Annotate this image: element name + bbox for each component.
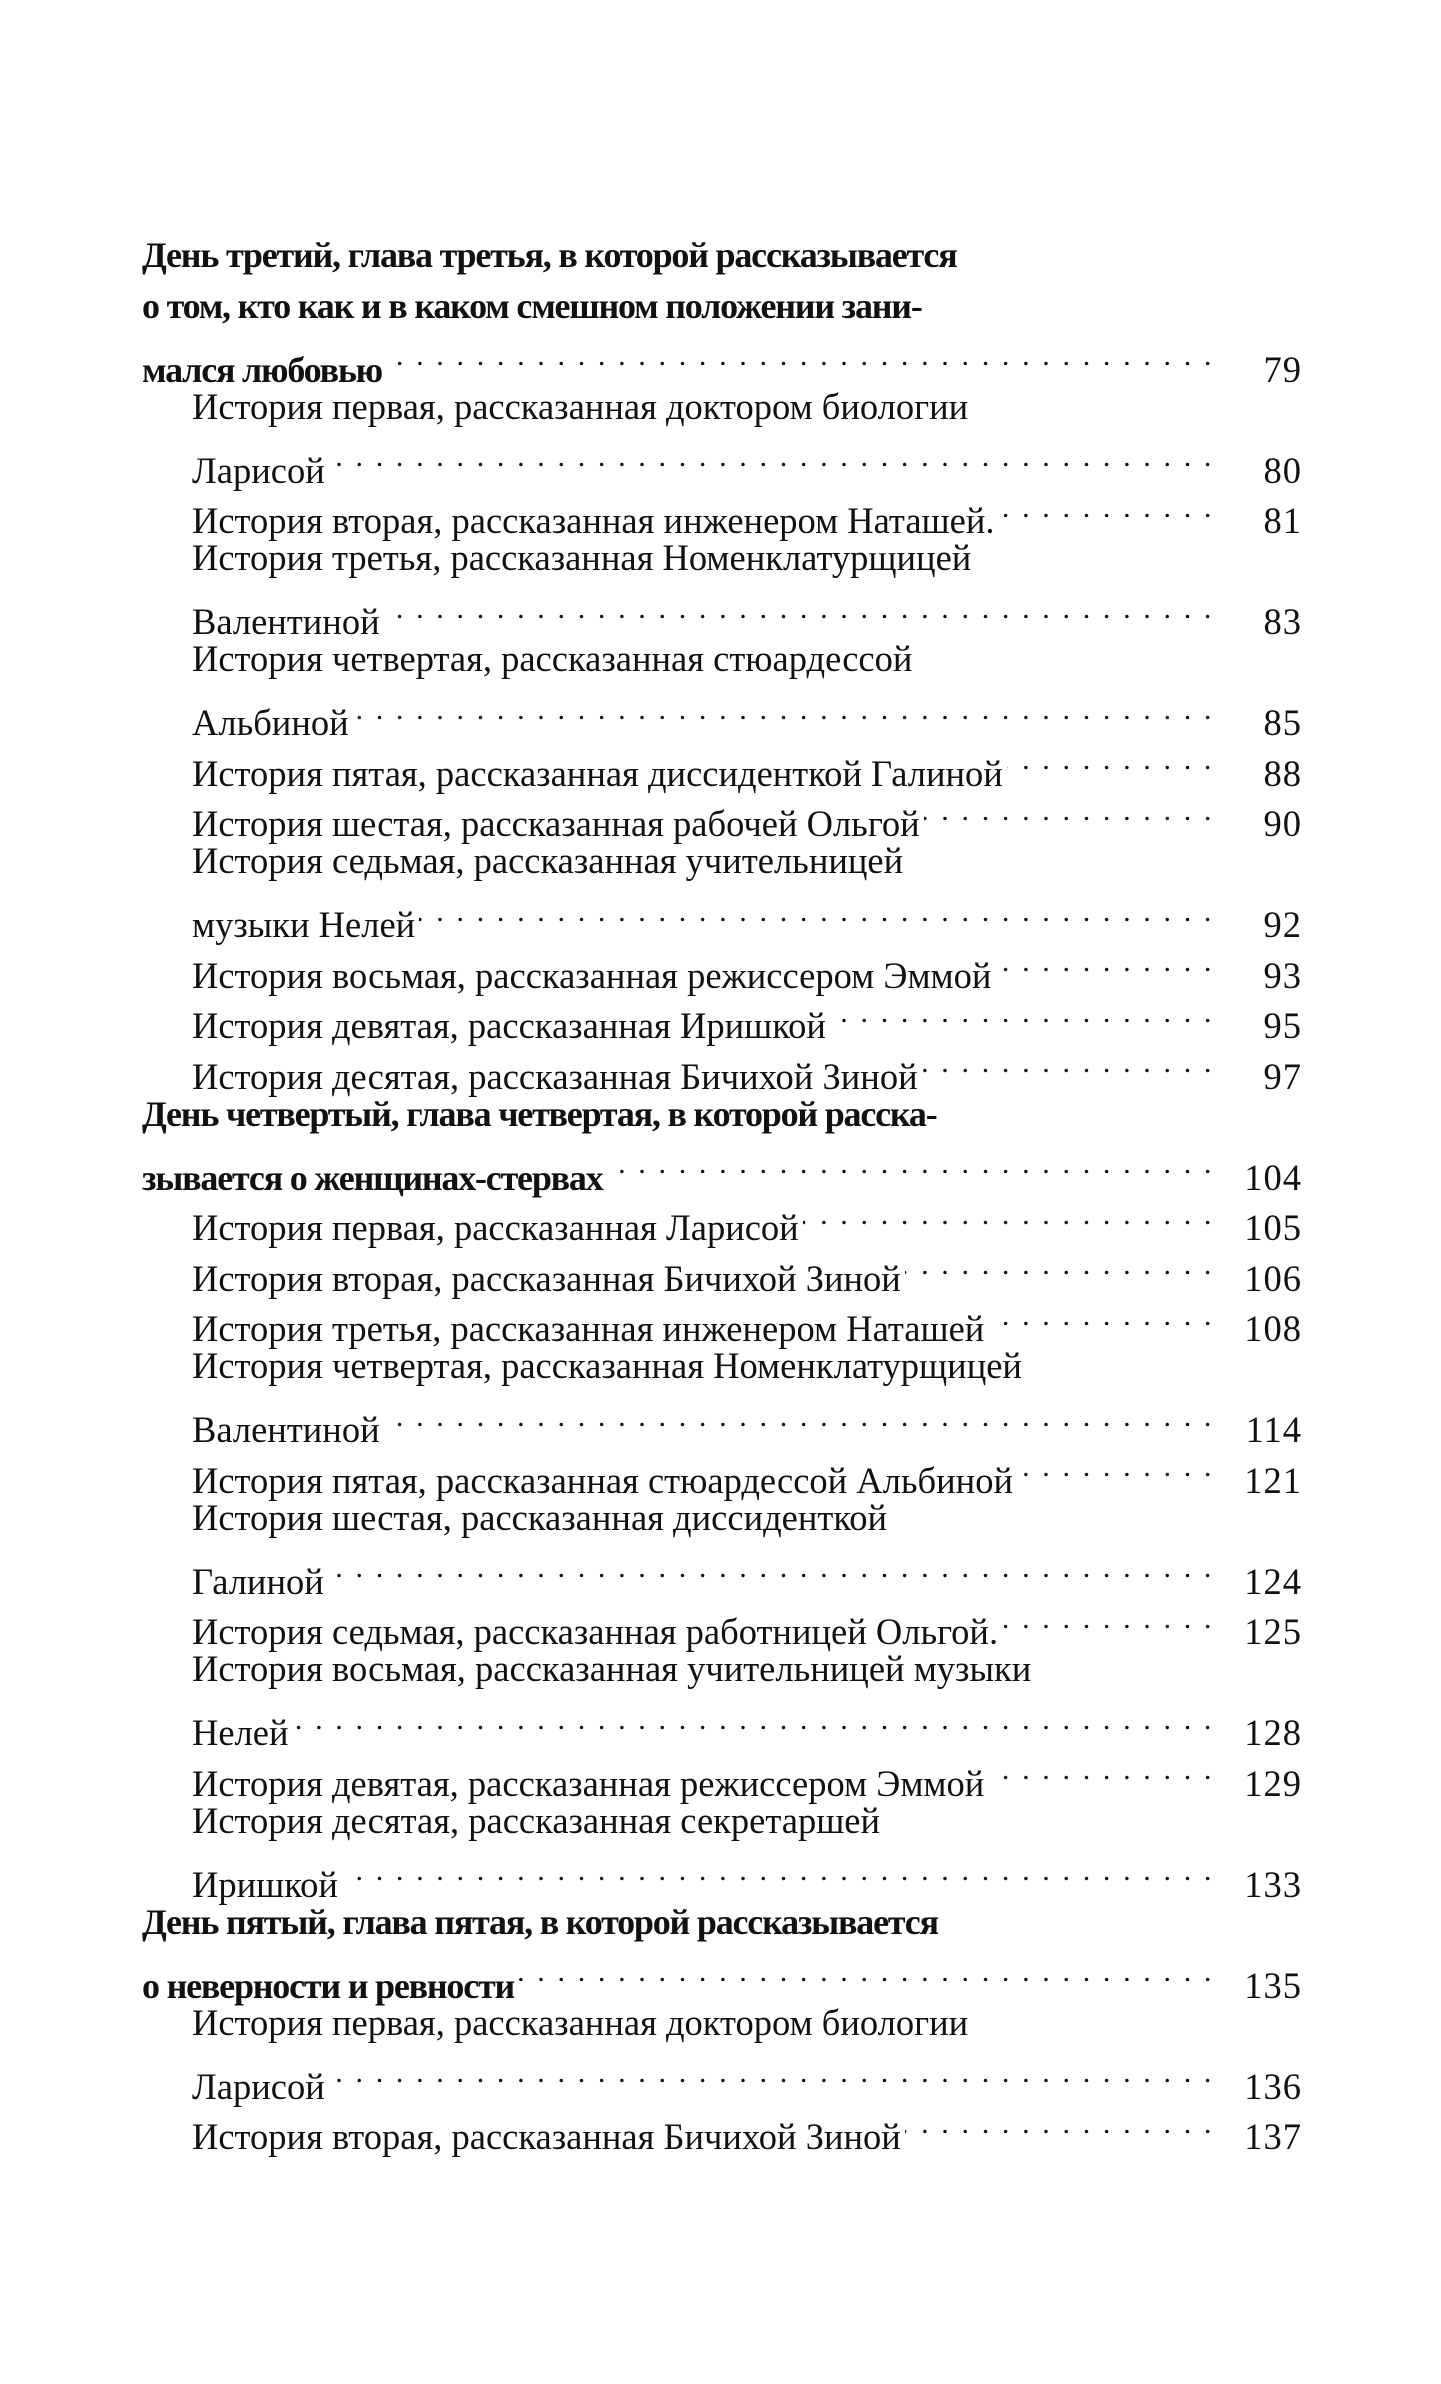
toc-line [142, 1846, 1302, 1905]
toc-entry-title-line: История восьмая, рассказанная режиссером Эммой [192, 954, 992, 996]
dot-leader [342, 1846, 1214, 1897]
toc-page-number: 92 [1263, 904, 1302, 945]
toc-story-entry [142, 836, 1302, 945]
toc-page-number: 108 [1244, 1308, 1302, 1349]
toc-entry-title-line: История первая, рассказанная доктором биологии [192, 385, 969, 427]
toc-page-number: 124 [1244, 1560, 1302, 1602]
toc-entry-title-line: о неверности и ревности [142, 1965, 515, 2006]
dot-leader [905, 2099, 1214, 2150]
toc-entry-title-line: История вторая, рассказанная Бичихой Зиной [192, 2116, 901, 2157]
toc-line [142, 1947, 1302, 2006]
toc-chapter-entry [142, 1897, 1302, 2006]
toc-entry-title-line: Галиной [192, 1560, 324, 1602]
toc-page-number: 85 [1263, 702, 1302, 743]
toc-entry-title-line: История седьмая, рассказанная работницей Ольгой. [192, 1611, 999, 1652]
dot-leader [607, 1139, 1215, 1190]
dot-leader [922, 1038, 1214, 1089]
toc-page-number: 133 [1244, 1863, 1302, 1905]
toc-entry-title-line: История десятая, рассказанная Бичихой Зиной [192, 1055, 918, 1097]
toc-line [142, 2048, 1302, 2107]
table-of-contents [142, 230, 1302, 2157]
toc-entry-title-line: История третья, рассказанная Номенклатурщицей [192, 537, 972, 578]
toc-line [142, 432, 1302, 491]
toc-line [142, 1341, 1302, 1392]
toc-line [142, 1089, 1302, 1140]
toc-page-number: 137 [1244, 2116, 1302, 2157]
dot-leader [1007, 735, 1214, 786]
dot-leader [998, 483, 1214, 534]
toc-entry-title-line: История седьмая, рассказанная учительницей [192, 840, 904, 881]
dot-leader [830, 988, 1214, 1039]
toc-line [142, 230, 1302, 281]
toc-entry-title-line: Альбиной [192, 702, 349, 743]
toc-page-number: 129 [1244, 1762, 1302, 1804]
toc-line [142, 887, 1302, 945]
dot-leader [988, 1745, 1214, 1796]
toc-entry-title-line: История вторая, рассказанная Бичихой Зиной [192, 1257, 901, 1299]
toc-story-entry [142, 1796, 1302, 1905]
dot-leader [353, 685, 1214, 736]
toc-entry-title-line: Валентиной [192, 601, 380, 642]
toc-page-number: 83 [1263, 601, 1302, 642]
toc-page-number: 81 [1263, 500, 1302, 541]
dot-leader [905, 1240, 1214, 1291]
toc-page-number: 128 [1244, 1712, 1302, 1753]
toc-page-number: 80 [1263, 449, 1302, 491]
toc-entry-title-line: История девятая, рассказанная Иришкой [192, 1005, 826, 1046]
toc-page-number: 97 [1263, 1055, 1302, 1097]
dot-leader [329, 2048, 1214, 2099]
toc-chapter-entry [142, 1089, 1302, 1198]
toc-line [142, 634, 1302, 685]
toc-entry-title-line: История третья, рассказанная инженером Наташей [192, 1308, 985, 1349]
toc-line [142, 836, 1302, 887]
toc-line [142, 1392, 1302, 1450]
toc-entry-title-line: История вторая, рассказанная инженером Наташей. [192, 500, 995, 541]
toc-line [142, 382, 1302, 433]
toc-story-entry [142, 1493, 1302, 1602]
dot-leader [419, 887, 1214, 938]
toc-page-number: 114 [1245, 1409, 1302, 1450]
toc-line [142, 1796, 1302, 1847]
toc-entry-title-line: История четвертая, рассказанная стюардессой [192, 638, 913, 679]
toc-entry-title-line: музыки Нелей [192, 904, 416, 945]
toc-entry-title-line: История пятая, рассказанная стюардессой Альбиной [192, 1459, 1013, 1501]
toc-page-number: 136 [1244, 2065, 1302, 2107]
toc-entry-title-line: мался любовью [142, 349, 382, 390]
toc-line [142, 1139, 1302, 1198]
dot-leader [803, 1190, 1214, 1241]
toc-page-number: 105 [1244, 1207, 1302, 1248]
toc-story-entry [142, 1644, 1302, 1753]
toc-entry-title-line: История шестая, рассказанная диссиденткой [192, 1496, 888, 1538]
dot-leader [386, 331, 1214, 382]
toc-line [142, 1998, 1302, 2049]
dot-leader [988, 1291, 1214, 1342]
dot-leader [924, 786, 1214, 837]
toc-entry-title-line: Ларисой [192, 449, 325, 491]
dot-leader [995, 937, 1214, 988]
toc-story-entry [142, 1745, 1302, 1804]
dot-leader [384, 1392, 1214, 1443]
toc-line [142, 331, 1302, 390]
dot-leader [384, 584, 1214, 635]
dot-leader [293, 1695, 1214, 1746]
toc-page-number: 90 [1263, 803, 1302, 844]
toc-line [142, 584, 1302, 642]
toc-entry-title-line: Ларисой [192, 2065, 325, 2107]
toc-entry-title-line: История четвертая, рассказанная Номенклатурщицей [192, 1345, 1022, 1386]
toc-page-number: 88 [1263, 752, 1302, 794]
toc-entry-title-line: История восьмая, рассказанная учительницей музыки [192, 1648, 1032, 1689]
toc-entry-title-line: День четвертый, глава четвертая, в которой расска- [142, 1093, 937, 1134]
toc-line [142, 1543, 1302, 1602]
toc-entry-title-line: История десятая, рассказанная секретаршей [192, 1799, 881, 1841]
toc-entry-title-line: Валентиной [192, 1409, 380, 1450]
toc-entry-title-line: История первая, рассказанная доктором биологии [192, 2001, 969, 2043]
toc-entry-title-line: Иришкой [192, 1863, 338, 1905]
toc-line [142, 1644, 1302, 1695]
toc-entry-title-line: о том, кто как и в каком смешном положении зани- [142, 285, 922, 326]
dot-leader [1017, 1442, 1214, 1493]
toc-line [142, 281, 1302, 332]
toc-story-entry [142, 1341, 1302, 1450]
toc-line [142, 1745, 1302, 1804]
toc-story-entry [142, 533, 1302, 642]
toc-page-number: 93 [1263, 954, 1302, 996]
toc-entry-title-line: Нелей [192, 1712, 289, 1753]
toc-entry-title-line: История шестая, рассказанная рабочей Ольгой [192, 803, 920, 844]
toc-line [142, 685, 1302, 743]
toc-line [142, 1897, 1302, 1948]
toc-page-number: 106 [1244, 1257, 1302, 1299]
dot-leader [518, 1947, 1214, 1998]
dot-leader [328, 1543, 1214, 1594]
dot-leader [1002, 1594, 1214, 1645]
toc-page-number: 125 [1244, 1611, 1302, 1652]
dot-leader [329, 432, 1214, 483]
toc-page-number: 121 [1244, 1459, 1302, 1501]
toc-entry-title-line: История первая, рассказанная Ларисой [192, 1207, 799, 1248]
toc-story-entry [142, 382, 1302, 491]
toc-line [142, 533, 1302, 584]
toc-chapter-entry [142, 230, 1302, 390]
toc-page-number: 95 [1263, 1005, 1302, 1046]
toc-entry-title-line: зывается о женщинах-стервах [142, 1157, 603, 1198]
toc-entry-title-line: День пятый, глава пятая, в которой рассказывается [142, 1901, 938, 1942]
toc-entry-title-line: История пятая, рассказанная диссиденткой Галиной [192, 752, 1003, 794]
toc-entry-title-line: День третий, глава третья, в которой рассказывается [142, 235, 957, 275]
toc-story-entry [142, 1998, 1302, 2107]
toc-page-number: 104 [1244, 1156, 1302, 1198]
toc-entry-title-line: История девятая, рассказанная режиссером Эммой [192, 1762, 985, 1804]
toc-page-number: 135 [1244, 1964, 1302, 2006]
toc-line [142, 1493, 1302, 1544]
toc-story-entry [142, 634, 1302, 743]
toc-line [142, 1695, 1302, 1753]
toc-page-number: 79 [1263, 348, 1302, 390]
